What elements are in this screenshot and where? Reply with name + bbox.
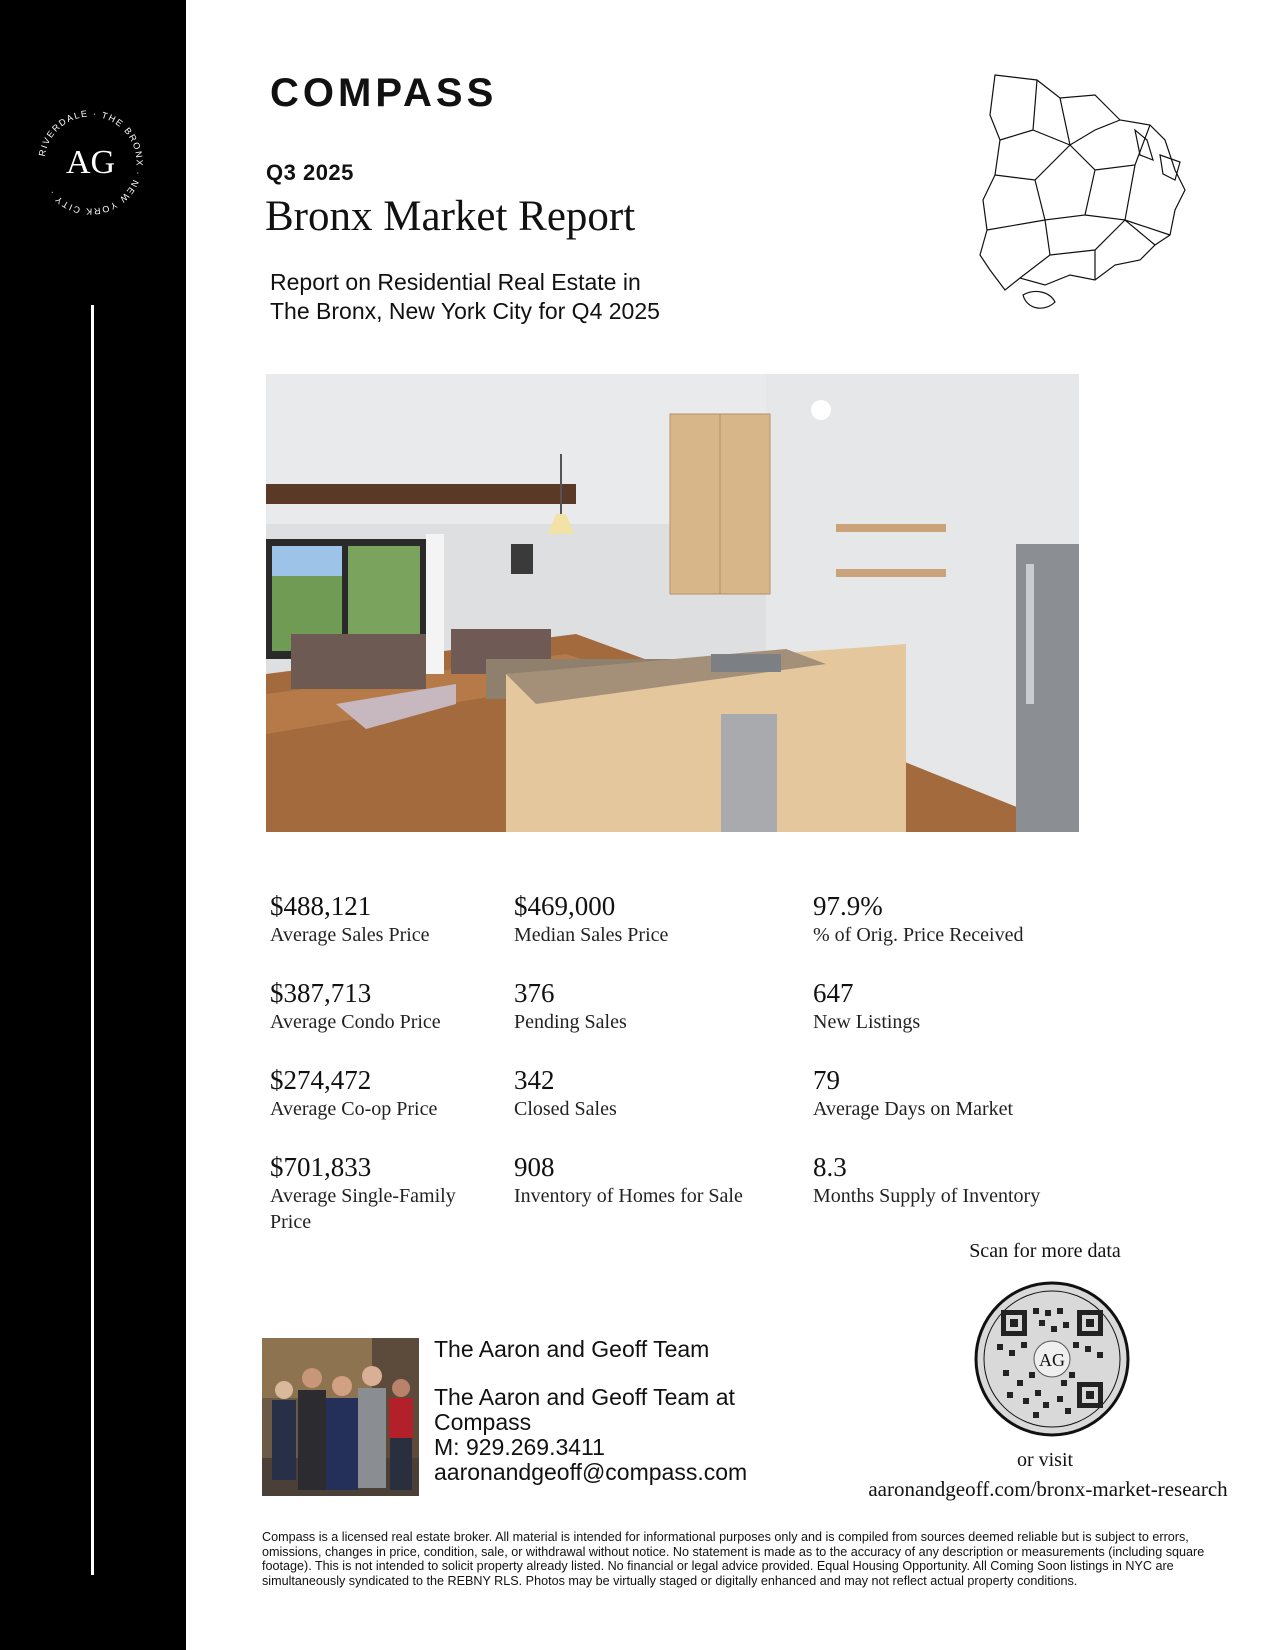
stat-average-sales-price: $488,121 Average Sales Price [270,891,430,946]
stat-average-single-family-price: $701,833 Average Single-Family Price [270,1152,456,1233]
team-contact [434,1385,794,1485]
bronx-map-illustration [975,70,1210,320]
or-visit-label: or visit [1016,1449,1074,1471]
stat-closed-sales: 342 Closed Sales [514,1065,617,1120]
svg-text:AG: AG [65,144,116,181]
qr-code[interactable] [973,1280,1131,1438]
team-org: The Aaron and Geoff Team at Compass [434,1384,735,1435]
hero-property-photo [266,374,1079,832]
scan-for-more-data: Scan for more data [969,1240,1121,1262]
stat-months-supply: 8.3 Months Supply of Inventory [813,1152,1041,1207]
team-name: The Aaron and Geoff Team [434,1336,710,1362]
legal-disclaimer: Compass is a licensed real estate broker. All material is intended for informational purposes only and is compiled from sources deemed reliable but is subject to errors, omissions, changes in price, condition, sale, or withdrawal without notice. No statement is made as to the accuracy of any description or measurements (including square footage). This is not intended to solicit property already listed. No financial or legal advice provided. Equal Housing Opportunity. All Coming Soon listings in NYC are simultaneously syndicated to the REBNY RLS. Photos may be virtually staged or digitally enhanced and may not reflect actual property conditions. [262,1530,1205,1588]
report-period: Q3 2025 [266,160,354,185]
compass-logo [270,66,510,118]
svg-text:COMPASS: COMPASS [270,71,498,115]
report-subtitle: Report on Residential Real Estate in The Bronx, New York City for Q4 2025 [270,269,660,324]
svg-text:AG: AG [1039,1350,1065,1370]
research-url-link[interactable]: aaronandgeoff.com/bronx-market-research [868,1477,1228,1501]
stat-average-condo-price: $387,713 Average Condo Price [270,978,441,1033]
stat-average-days-on-market: 79 Average Days on Market [813,1065,1014,1120]
sidebar [0,0,186,1650]
stat-new-listings: 647 New Listings [813,978,921,1033]
team-photo [262,1338,419,1496]
ag-seal-logo [28,100,153,225]
stat-median-sales-price: $469,000 Median Sales Price [514,891,669,946]
report-title: Bronx Market Report [265,193,636,240]
team-email[interactable]: aaronandgeoff@compass.com [434,1459,748,1485]
sidebar-divider [91,305,94,1575]
stat-average-coop-price: $274,472 Average Co-op Price [270,1065,438,1120]
stat-orig-price-received: 97.9% % of Orig. Price Received [813,891,1024,946]
stat-inventory-homes-for-sale: 908 Inventory of Homes for Sale [514,1152,743,1207]
team-phone[interactable]: M: 929.269.3411 [434,1434,605,1460]
svg-text:RIVERDALE · THE BRONX · NEW YO: RIVERDALE · THE BRONX · NEW YORK CITY · [36,108,145,217]
stat-pending-sales: 376 Pending Sales [514,978,627,1033]
